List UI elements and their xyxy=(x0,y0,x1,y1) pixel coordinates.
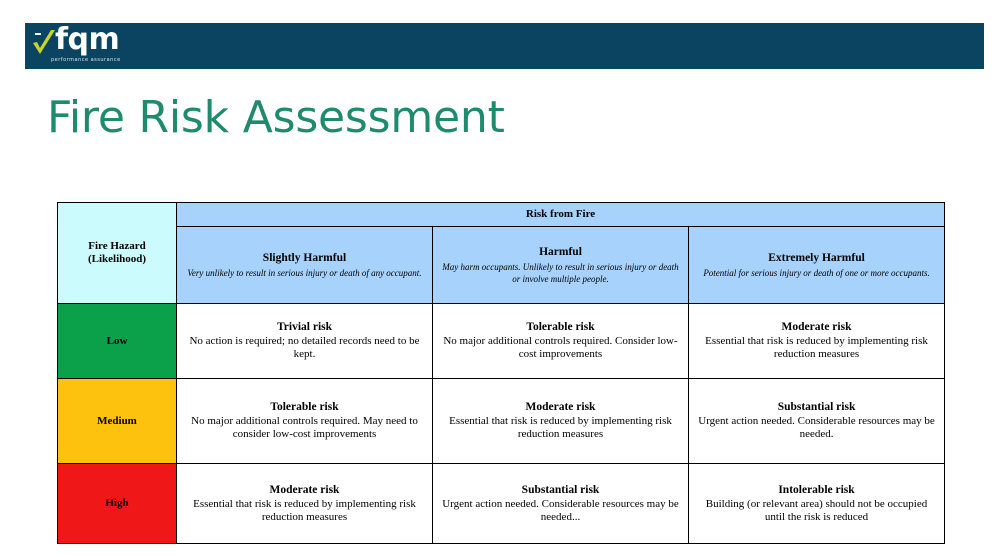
risk-cell xyxy=(177,464,433,544)
risk-description: Building (or relevant area) should not be occupied until the risk is reduced xyxy=(705,497,928,523)
checkmark-icon xyxy=(31,28,57,58)
severity-title: Harmful xyxy=(539,245,582,258)
risk-matrix-table xyxy=(57,202,945,544)
severity-header-slightly-harmful xyxy=(177,227,433,304)
risk-level: Substantial risk xyxy=(777,401,856,413)
risk-cell xyxy=(433,304,689,379)
likelihood-low: Low xyxy=(58,304,177,379)
risk-description: Essential that risk is reduced by implementing risk reduction measures xyxy=(705,335,928,360)
risk-description: Essential that risk is reduced by implementing risk reduction measures xyxy=(193,497,416,523)
severity-description: Very unlikely to result in serious injury or death of any occupant. xyxy=(187,267,422,278)
likelihood-high: High xyxy=(58,464,177,544)
risk-level: Moderate risk xyxy=(781,321,852,333)
table-row xyxy=(58,464,945,544)
risk-level: Tolerable risk xyxy=(526,321,595,333)
risk-description: No major additional controls required. Consider low-cost improvements xyxy=(443,335,678,360)
risk-level: Substantial risk xyxy=(521,483,600,496)
risk-cell xyxy=(689,379,945,464)
risk-cell xyxy=(177,304,433,379)
risk-level: Intolerable risk xyxy=(778,483,855,496)
logo-wordmark: fqm xyxy=(55,22,120,57)
risk-description: No action is required; no detailed records need to be kept. xyxy=(189,335,420,360)
risk-from-fire-header: Risk from Fire xyxy=(177,203,945,227)
fqm-logo[interactable] xyxy=(31,22,141,66)
risk-cell xyxy=(433,464,689,544)
severity-description: May harm occupants. Unlikely to result in serious injury or death or involve multiple people. xyxy=(442,261,679,284)
table-row xyxy=(58,379,945,464)
severity-header-extremely-harmful xyxy=(689,227,945,304)
risk-description: Urgent action needed. Considerable resources may be needed... xyxy=(442,497,679,523)
risk-level: Tolerable risk xyxy=(270,401,339,413)
likelihood-header: Fire Hazard (Likelihood) xyxy=(58,203,177,304)
severity-description: Potential for serious injury or death of one or more occupants. xyxy=(703,267,930,278)
risk-cell xyxy=(433,379,689,464)
risk-level: Trivial risk xyxy=(276,321,333,333)
risk-cell xyxy=(177,379,433,464)
risk-level: Moderate risk xyxy=(269,483,340,496)
logo-tagline: performance assurance xyxy=(51,57,121,63)
risk-description: Urgent action needed. Considerable resources may be needed. xyxy=(698,415,935,440)
risk-cell xyxy=(689,304,945,379)
header-banner xyxy=(25,23,984,69)
risk-description: Essential that risk is reduced by implementing risk reduction measures xyxy=(449,415,672,440)
severity-title: Slightly Harmful xyxy=(262,251,347,264)
table-row xyxy=(58,304,945,379)
page-title: Fire Risk Assessment xyxy=(47,92,505,143)
severity-header-harmful xyxy=(433,227,689,304)
severity-title: Extremely Harmful xyxy=(768,251,865,264)
risk-level: Moderate risk xyxy=(525,401,596,413)
risk-cell xyxy=(689,464,945,544)
likelihood-medium: Medium xyxy=(58,379,177,464)
risk-description: No major additional controls required. May need to consider low-cost improvements xyxy=(191,415,418,440)
